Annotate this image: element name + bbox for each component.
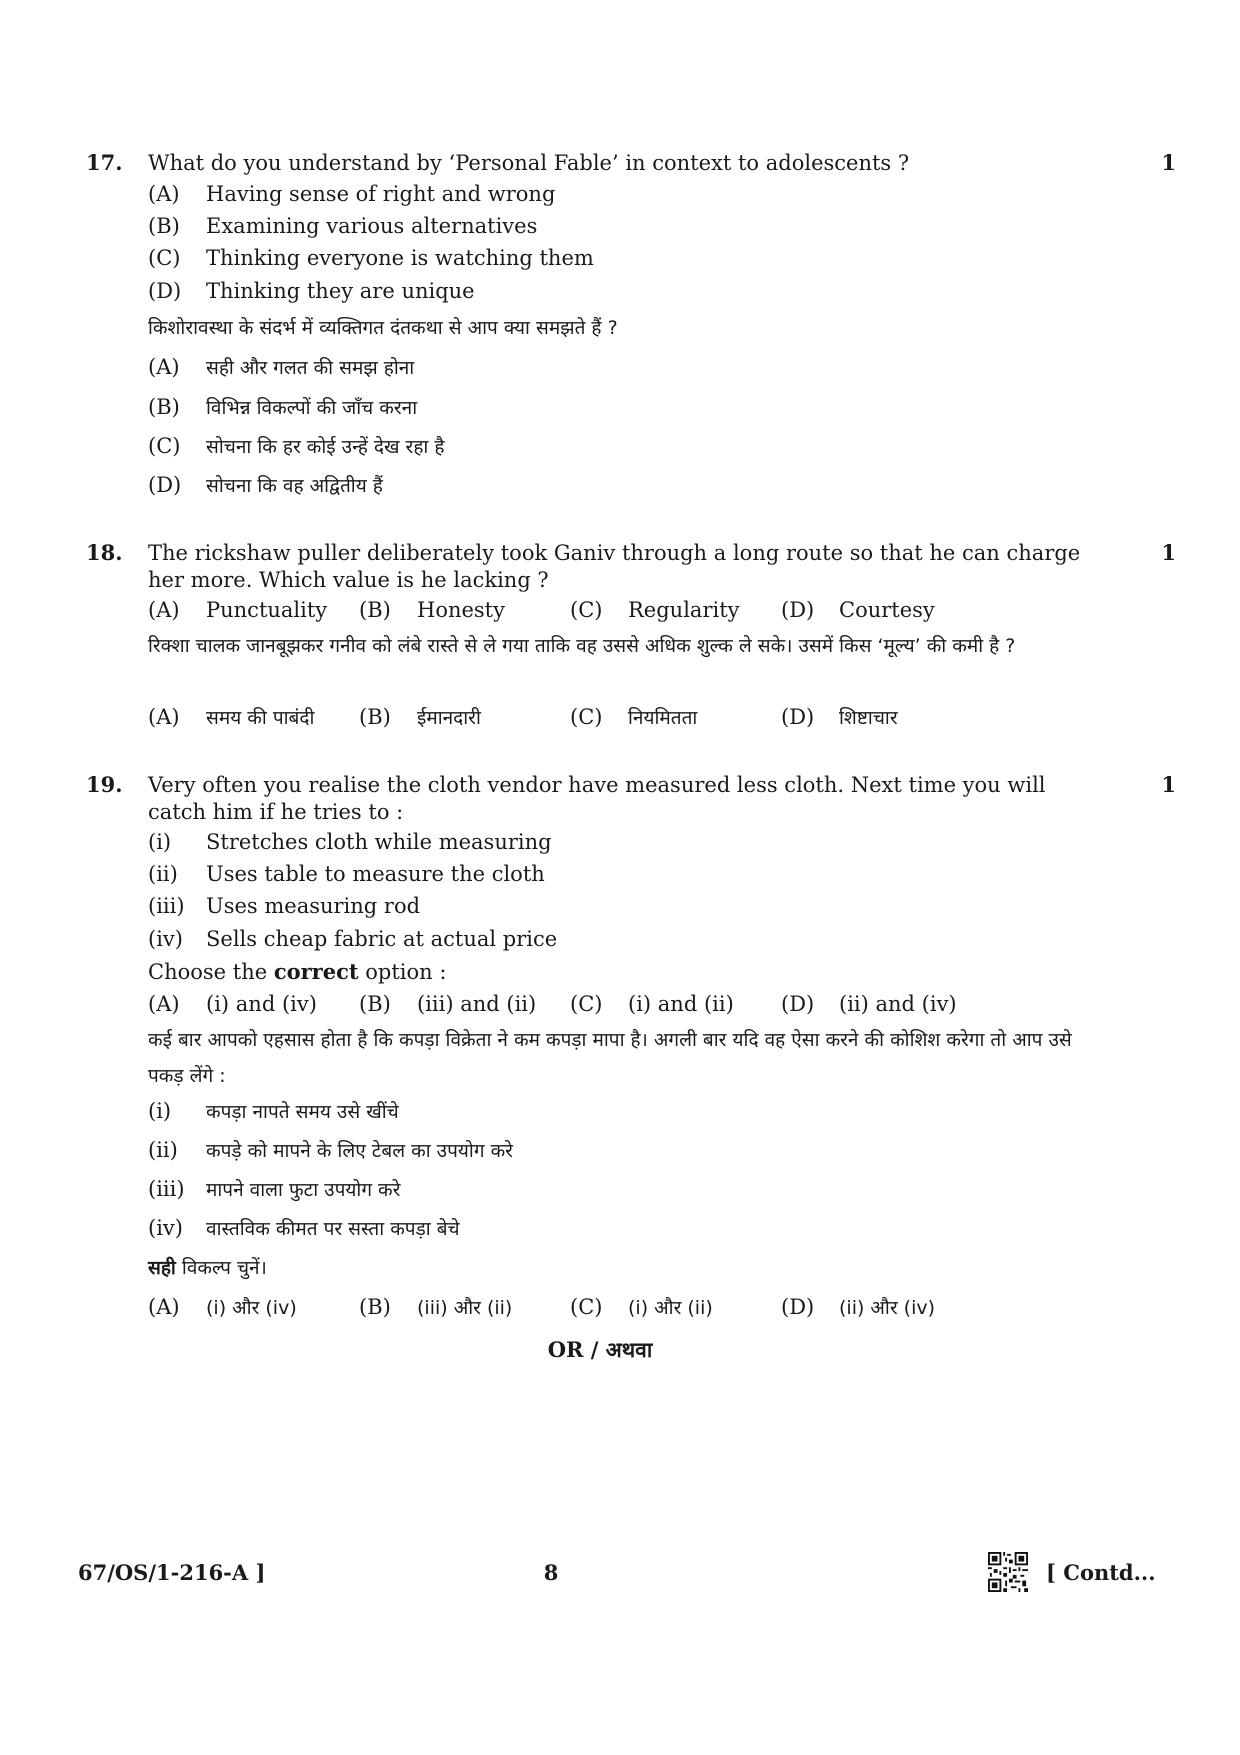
question-marks: 1 xyxy=(1161,540,1176,565)
option-text: नियमितता xyxy=(628,707,698,729)
option-label: (A) xyxy=(148,1295,180,1319)
option-label: (D) xyxy=(781,992,815,1016)
option-b-en xyxy=(359,598,505,622)
paper-code: 67/OS/1-216-A ] xyxy=(78,1560,266,1585)
choose-post: option : xyxy=(358,960,447,984)
option-text: विभिन्न विकल्पों की जाँच करना xyxy=(206,397,418,419)
option-c-en xyxy=(570,992,734,1016)
option-label: (A) xyxy=(148,598,180,622)
option-label: (B) xyxy=(359,1295,391,1319)
option-text: Thinking they are unique xyxy=(206,279,475,303)
item-label: (i) xyxy=(148,1099,172,1123)
page-number: 8 xyxy=(543,1560,559,1585)
option-text: ईमानदारी xyxy=(417,707,481,729)
option-b-hi xyxy=(148,394,417,424)
option-b-hi xyxy=(359,1294,512,1320)
option-c-hi xyxy=(570,1294,713,1320)
item-text: वास्तविक कीमत पर सस्ता कपड़ा बेचे xyxy=(206,1218,460,1240)
item-iv-en xyxy=(148,927,557,957)
option-d-hi xyxy=(781,1294,935,1320)
option-label: (D) xyxy=(148,279,182,303)
option-d-hi xyxy=(148,472,383,502)
option-text: Punctuality xyxy=(206,598,328,622)
choose-bold: correct xyxy=(273,959,359,984)
option-label: (C) xyxy=(148,434,181,458)
option-c-en xyxy=(570,598,740,622)
option-label: (A) xyxy=(148,705,180,729)
option-label: (B) xyxy=(359,598,391,622)
item-label: (iv) xyxy=(148,1216,183,1240)
option-label: (D) xyxy=(781,598,815,622)
option-label: (C) xyxy=(570,992,603,1016)
option-d-en xyxy=(148,279,475,309)
option-a-hi xyxy=(148,354,414,384)
option-text: (ii) और (iv) xyxy=(839,1297,936,1319)
item-label: (ii) xyxy=(148,1138,178,1162)
option-a-en xyxy=(148,598,327,622)
item-iii-en xyxy=(148,894,420,924)
item-text: Sells cheap fabric at actual price xyxy=(206,927,558,951)
item-label: (iv) xyxy=(148,927,183,951)
option-label: (B) xyxy=(148,395,180,419)
question-text-en: The rickshaw puller deliberately took Ganiv through a long route so that he can charge her more. Which value is he lacking ? xyxy=(148,541,1081,592)
option-text: सोचना कि वह अद्वितीय हैं xyxy=(206,475,383,497)
question-text-hi: किशोरावस्था के संदर्भ में व्यक्तिगत दंतकथा से आप क्या समझते हैं ? xyxy=(148,317,618,339)
option-a-hi xyxy=(148,704,314,730)
question-number: 17. xyxy=(86,150,123,175)
option-label: (B) xyxy=(359,992,391,1016)
item-iii-hi xyxy=(148,1176,400,1206)
option-label: (C) xyxy=(570,705,603,729)
option-label: (C) xyxy=(148,246,181,270)
item-label: (ii) xyxy=(148,862,178,886)
option-label: (A) xyxy=(148,182,180,206)
item-ii-hi xyxy=(148,1137,513,1167)
option-label: (D) xyxy=(148,473,182,497)
question-text-hi: कई बार आपको एहसास होता है कि कपड़ा विक्रेता ने कम कपड़ा मापा है। अगली बार यदि वह ऐसा करने की कोशिश करेगा तो आप उसे पकड़ लेंगे : xyxy=(148,1029,1072,1087)
option-text: (i) और (iv) xyxy=(206,1297,297,1319)
question-text-hi: रिक्शा चालक जानबूझकर गनीव को लंबे रास्ते से ले गया ताकि वह उससे अधिक शुल्क ले सके। उसमें किस ‘मूल्य’ की कमी है ? xyxy=(148,635,1016,657)
choose-hi-bold: सही xyxy=(148,1257,176,1279)
option-text: Courtesy xyxy=(839,598,935,622)
item-i-hi xyxy=(148,1098,399,1128)
question-number: 19. xyxy=(86,772,123,797)
item-text: Stretches cloth while measuring xyxy=(206,830,552,854)
option-label: (C) xyxy=(570,598,603,622)
option-text: (iii) and (ii) xyxy=(417,992,537,1016)
item-text: कपड़ा नापते समय उसे खींचे xyxy=(206,1101,399,1123)
option-text: Thinking everyone is watching them xyxy=(206,246,594,270)
option-label: (B) xyxy=(148,214,180,238)
item-label: (iii) xyxy=(148,1177,185,1201)
question-marks: 1 xyxy=(1161,772,1176,797)
item-text: Uses table to measure the cloth xyxy=(206,862,545,886)
option-c-hi xyxy=(148,433,444,463)
qr-code-icon xyxy=(988,1552,1028,1592)
option-text: शिष्टाचार xyxy=(839,707,898,729)
item-text: कपड़े को मापने के लिए टेबल का उपयोग करे xyxy=(206,1140,513,1162)
option-b-hi xyxy=(359,704,481,730)
option-text: सोचना कि हर कोई उन्हें देख रहा है xyxy=(206,436,445,458)
question-text-en: What do you understand by ‘Personal Fable’ in context to adolescents ? xyxy=(148,151,910,175)
option-text: (i) and (ii) xyxy=(628,992,734,1016)
option-a-en xyxy=(148,182,555,212)
item-text: Uses measuring rod xyxy=(206,894,421,918)
option-text: Honesty xyxy=(417,598,505,622)
item-iv-hi xyxy=(148,1215,460,1245)
option-label: (C) xyxy=(570,1295,603,1319)
or-divider: OR / अथवा xyxy=(547,1337,653,1362)
item-label: (iii) xyxy=(148,894,185,918)
option-text: Having sense of right and wrong xyxy=(206,182,556,206)
item-label: (i) xyxy=(148,830,172,854)
option-d-hi xyxy=(781,704,898,730)
item-text: मापने वाला फुटा उपयोग करे xyxy=(206,1179,401,1201)
option-d-en xyxy=(781,598,935,622)
option-text: सही और गलत की समझ होना xyxy=(206,357,415,379)
item-ii-en xyxy=(148,862,545,892)
option-a-en xyxy=(148,992,317,1016)
choose-instruction-en xyxy=(148,959,446,989)
choose-instruction-hi xyxy=(148,1254,267,1284)
option-text: Regularity xyxy=(628,598,740,622)
choose-pre: Choose the xyxy=(148,960,274,984)
option-d-en xyxy=(781,992,957,1016)
option-label: (D) xyxy=(781,705,815,729)
option-a-hi xyxy=(148,1294,297,1320)
option-text: (i) and (iv) xyxy=(206,992,317,1016)
option-b-en xyxy=(359,992,536,1016)
option-text: (iii) और (ii) xyxy=(417,1297,513,1319)
option-label: (A) xyxy=(148,355,180,379)
option-text: Examining various alternatives xyxy=(206,214,538,238)
option-text: समय की पाबंदी xyxy=(206,707,315,729)
option-c-hi xyxy=(570,704,697,730)
option-text: (ii) and (iv) xyxy=(839,992,957,1016)
choose-hi-post: विकल्प चुनें। xyxy=(175,1257,267,1279)
question-marks: 1 xyxy=(1161,150,1176,175)
option-text: (i) और (ii) xyxy=(628,1297,713,1319)
option-label: (A) xyxy=(148,992,180,1016)
option-label: (B) xyxy=(359,705,391,729)
question-text-en: Very often you realise the cloth vendor have measured less cloth. Next time you will catch him if he tries to : xyxy=(148,773,1046,824)
question-number: 18. xyxy=(86,540,123,565)
option-c-en xyxy=(148,246,594,276)
item-i-en xyxy=(148,830,552,860)
continued-label: [ Contd... xyxy=(1046,1560,1156,1585)
option-label: (D) xyxy=(781,1295,815,1319)
option-b-en xyxy=(148,214,537,244)
